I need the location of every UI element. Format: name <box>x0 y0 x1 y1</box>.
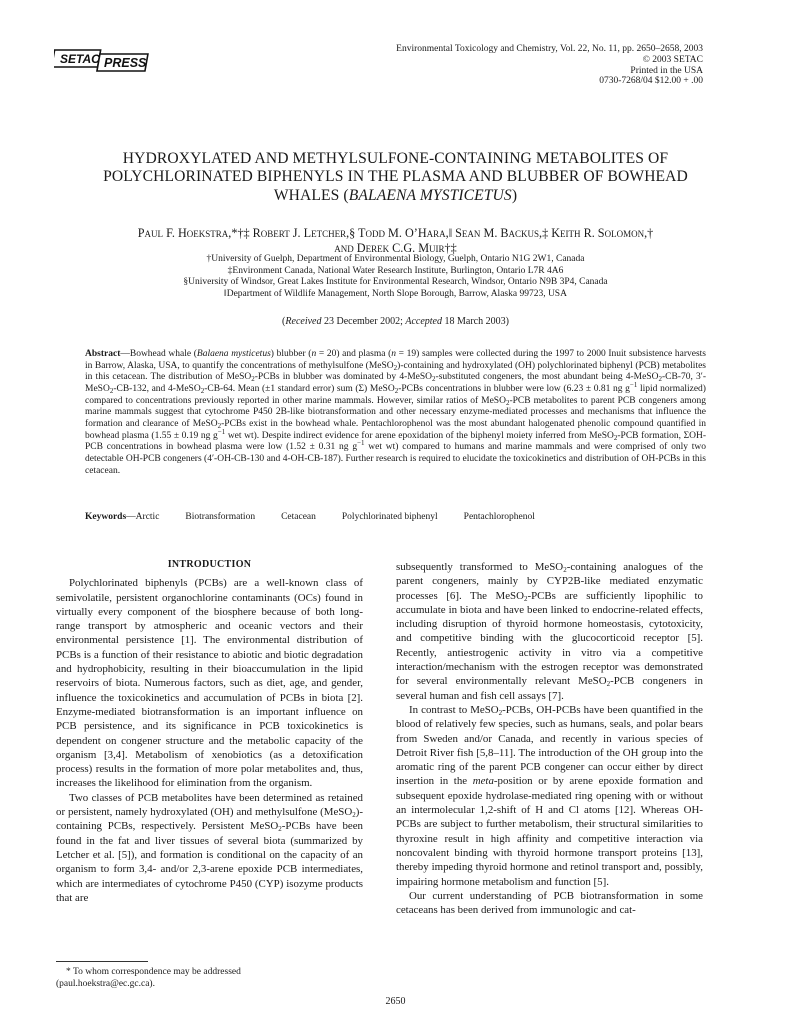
authors-line-1: Paul F. Hoekstra,*†‡ Robert J. Letcher,§ Todd M. O’Hara,‖ Sean M. Backus,‡ Keith R. Solomon,† <box>137 226 654 240</box>
abstract-subscript: 2 <box>394 386 399 395</box>
accepted-date: 18 March 2003) <box>442 316 509 327</box>
abstract-text: -PCB formation, ΣOH-PCB concentrations in bowhead plasma were low (1.52 ± 0.31 ng g <box>85 430 706 453</box>
paragraph-text: subsequently transformed to MeSO <box>396 561 564 573</box>
accepted-label: Accepted <box>405 316 442 327</box>
abstract-n-italic: n <box>391 349 397 359</box>
keyword-item: —Arctic <box>126 512 160 522</box>
abstract-subscript: 2 <box>200 386 205 395</box>
right-column <box>396 560 703 917</box>
subscript: 2 <box>606 680 611 689</box>
paragraph-text: -containing analogues of the parent congeners, mainly by CYP2B-like mediated enzymatic processes [6]. The MeSO <box>396 561 703 602</box>
abstract-subscript: 2 <box>613 433 618 442</box>
abstract-subscript: 2 <box>432 375 436 384</box>
subscript: 2 <box>278 825 282 834</box>
printed-line: Printed in the USA <box>630 65 703 76</box>
abstract-superscript: −1 <box>217 427 226 436</box>
title-line-3-suffix: ) <box>511 186 518 204</box>
abstract-superscript: −1 <box>357 439 365 448</box>
authors-line-2: and Derek C.G. Muir†‡ <box>334 240 457 255</box>
title-line-1: HYDROXYLATED AND METHYLSULFONE-CONTAINING METABOLITES OF <box>122 150 669 167</box>
introduction-heading: INTRODUCTION <box>167 559 252 570</box>
abstract-text: = 20) and plasma ( <box>316 349 392 359</box>
left-column <box>56 558 363 905</box>
affiliations <box>60 254 731 300</box>
footnote-rule <box>56 961 148 962</box>
abstract-superscript: −1 <box>629 380 638 389</box>
abstract-label: Abstract <box>85 349 121 359</box>
intro-paragraph-5: Our current understanding of PCB biotransformation in some cetaceans has been derived from immunologic and cat- <box>396 889 703 917</box>
abstract-text: —Bowhead whale ( <box>120 349 197 359</box>
abstract-species-italic: Balaena mysticetus <box>196 349 271 359</box>
keyword-item: Pentachlorophenol <box>463 512 535 522</box>
article-title <box>60 150 731 205</box>
abstract-subscript: 2 <box>505 398 510 407</box>
abstract-subscript: 2 <box>393 363 398 372</box>
journal-citation: Environmental Toxicology and Chemistry, Vol. 22, No. 11, pp. 2650–2658, 2003 <box>396 44 703 54</box>
abstract-text: -PCB metabolites to parent PCB congeners among marine mammals suggest that cytochrome P450 2B-like biotransformation and other necessary enzyme-mediated processes and mechanisms that influence the formation and clearance of MeSO <box>85 395 706 429</box>
title-line-2: POLYCHLORINATED BIPHENYLS IN THE PLASMA AND BLUBBER OF BOWHEAD <box>103 168 688 186</box>
author-list <box>60 226 731 255</box>
paragraph-text: -PCBs have been found in the fat and liver tissues of several biota (summarized by Letcher et al. [5]), and formation is conditional on the capacity of an organism to form 3,4- and/or 2,3-arene epoxide PCB intermediates, which are intermediates of cytochrome P450 (CYP) isozyme products that are <box>56 820 363 904</box>
subscript: 2 <box>352 811 356 820</box>
paragraph-text: -PCBs are sufficiently lipophilic to accumulate in biota and have been linked to endocrine-related effects, including disruption of thyroid hormone homeostasis, cytotoxicity, and competitive binding with the glucocorticoid receptor [5]. Recently, antiestrogenic activity in vitro via a competitive interaction/mechanism with the estrogen receptor was demonstrated for several environmentally relevant MeSO <box>396 589 703 688</box>
abstract-subscript: 2 <box>658 375 662 384</box>
intro-paragraph-1: Polychlorinated biphenyls (PCBs) are a well-known class of semivolatile, persistent organochlorine contaminants (OCs) found in virtually every component of the biosphere because of both long-range transport by atmospheric and oceanic vectors and their environmental persistence [1]. The environmental distribution of PCBs is a function of their resistance to abiotic and biotic degradation and hydrophobicity, resulting in their bioaccumulation in the lipid reservoirs of biota. Numerous factors, such as diet, age, and gender, influence the toxicokinetics and accumulation of PCBs in biota [2]. Enzyme-mediated biotransformation is an important influence on PCB persistence, and its significance in PCB toxicokinetics is dependent on congener structure and the metabolic capacity of the organism [3,4]. Metabolism of xenobiotics (as a detoxification process) results in the formation of more polar metabolites and, thus, increases the likelihood for elimination from the organism. <box>56 577 363 790</box>
abstract-text: -CB-132, and 4-MeSO <box>113 383 201 394</box>
affiliation-2: ‡Environment Canada, National Water Research Institute, Burlington, Ontario L7R 4A6 <box>227 265 564 276</box>
keywords <box>85 512 706 522</box>
abstract-n-italic: n <box>311 349 317 359</box>
abstract-text: )-containing and hydroxylated (OH) polychlorinated biphenyl (PCB) metabolites in this cetacean. The distribution of MeSO <box>85 360 706 383</box>
title-line-3-prefix: WHALES ( <box>273 186 349 204</box>
abstract-text: -CB-70, 3′-MeSO <box>85 372 706 394</box>
issn-price-line: 0730-7268/04 $12.00 + .00 <box>599 76 703 87</box>
abstract-subscript: 2 <box>217 421 222 430</box>
footnote-email: (paul.hoekstra@ec.gc.ca). <box>56 979 155 989</box>
received-label: Received <box>285 316 322 327</box>
paragraph-text: In contrast to MeSO <box>409 703 499 716</box>
received-date: 23 December 2002; <box>321 316 406 327</box>
logo-text-press: PRESS <box>104 56 147 70</box>
abstract <box>85 349 706 477</box>
keyword-item: Cetacean <box>281 512 316 522</box>
paragraph-text: -PCB congeners in several human and fish cell assays [7]. <box>396 675 704 702</box>
abstract-text: = 19) samples were collected during the 1997 to 2000 Inuit subsistence harvests in Barrow, Alaska, USA, to quantify the concentrations of methylsulfone (MeSO <box>85 349 706 371</box>
page-number: 2650 <box>385 996 406 1007</box>
abstract-text: wet wt) compared to humans and marine mammals and were comprised of only two detectable OH-PCB congeners (4′-OH-CB-130 and 4-OH-CB-187). Further research is required to elucidate the toxicokinetics and distribution of OH-PCBs in this cetacean. <box>85 442 707 476</box>
received-accepted-dates <box>60 316 731 327</box>
abstract-subscript: 2 <box>109 386 114 395</box>
subscript: 2 <box>523 594 528 603</box>
keyword-item: Biotransformation <box>185 512 256 522</box>
abstract-subscript: 2 <box>251 375 255 384</box>
title-species-name: BALAENA MYSTICETUS <box>348 186 512 204</box>
setac-press-logo <box>54 48 150 72</box>
abstract-text: -PCBs exist in the bowhead whale. Pentachlorophenol was the most abundant halogenated phenolic compound quantified in bowhead plasma (1.55 ± 0.19 ng g <box>85 418 706 441</box>
journal-info <box>283 44 703 87</box>
subscript: 2 <box>498 708 503 717</box>
title-line-3 <box>60 187 731 205</box>
keywords-label: Keywords <box>85 512 127 522</box>
affiliation-4: ‖Department of Wildlife Management, North Slope Borough, Barrow, Alaska 99723, USA <box>224 288 567 299</box>
logo-text-setac: SETAC <box>60 52 100 66</box>
paragraph-text: -PCBs, OH-PCBs have been quantified in the blood of relatively few species, such as humans, seals, and polar bears from Sweden and/or Canada, and recently in various species of Detroit River fish [5,8–11]. The introduction of the OH group into the aromatic ring of the parent PCB congener can occur either by direct insertion in the <box>396 703 703 788</box>
abstract-text: -CB-64. Mean (±1 standard error) sum (Σ) MeSO <box>204 383 395 394</box>
footnote-line-1: * To whom correspondence may be addressed <box>66 967 241 977</box>
paragraph-text: )-containing PCBs, respectively. Persistent MeSO <box>56 806 363 833</box>
abstract-text: lipid normalized) compared to concentrations previously reported in other marine mammals. However, similar ratios of MeSO <box>85 383 706 406</box>
received-open-paren: ( <box>282 316 286 327</box>
paragraph-text: Two classes of PCB metabolites have been determined as retained or persistent, namely hydroxylated (OH) and methylsulfone (MeSO <box>56 791 363 819</box>
subscript: 2 <box>563 566 567 574</box>
paragraph-text: -position or by arene epoxide formation and subsequent epoxide hydrolase-mediated ring opening with or without an intermolecular 1,2-shift of H and Cl atoms [12]. Whereas OH-PCBs are subject to further metabolism, their structural similarities to thyroxine result in high affinity and competitive interaction via noncovalent binding with thyroid hormone transport proteins [13], thereby impeding thyroid hormone and retinol transport and, possibly, impairing hormone metabolism and function [5]. <box>396 775 703 888</box>
affiliation-1: †University of Guelph, Department of Environmental Biology, Guelph, Ontario N1G 2W1, Canada <box>206 254 585 264</box>
abstract-text: -substituted congeners, the most abundant being 4-MeSO <box>435 372 659 383</box>
abstract-text: -PCBs concentrations in blubber were low (6.23 ± 0.81 ng g <box>398 383 630 394</box>
italic-meta: meta <box>472 775 494 788</box>
keyword-item: Polychlorinated biphenyl <box>341 512 438 522</box>
intro-paragraph-2 <box>56 791 363 905</box>
abstract-text: wet wt). Despite indirect evidence for arene epoxidation of the biphenyl moiety inferred from MeSO <box>225 430 614 441</box>
setac-press-logo-graphic <box>54 48 150 72</box>
footnote <box>56 966 356 990</box>
abstract-text: -PCBs in blubber was dominated by 4-MeSO <box>254 372 433 383</box>
intro-paragraph-4 <box>396 703 703 889</box>
affiliation-3: §University of Windsor, Great Lakes Institute for Environmental Research, Windsor, Ontario N9B 3P4, Canada <box>183 277 608 288</box>
abstract-text: ) blubber ( <box>270 349 312 359</box>
copyright-line: © 2003 SETAC <box>642 54 703 65</box>
intro-paragraph-3 <box>396 560 703 703</box>
